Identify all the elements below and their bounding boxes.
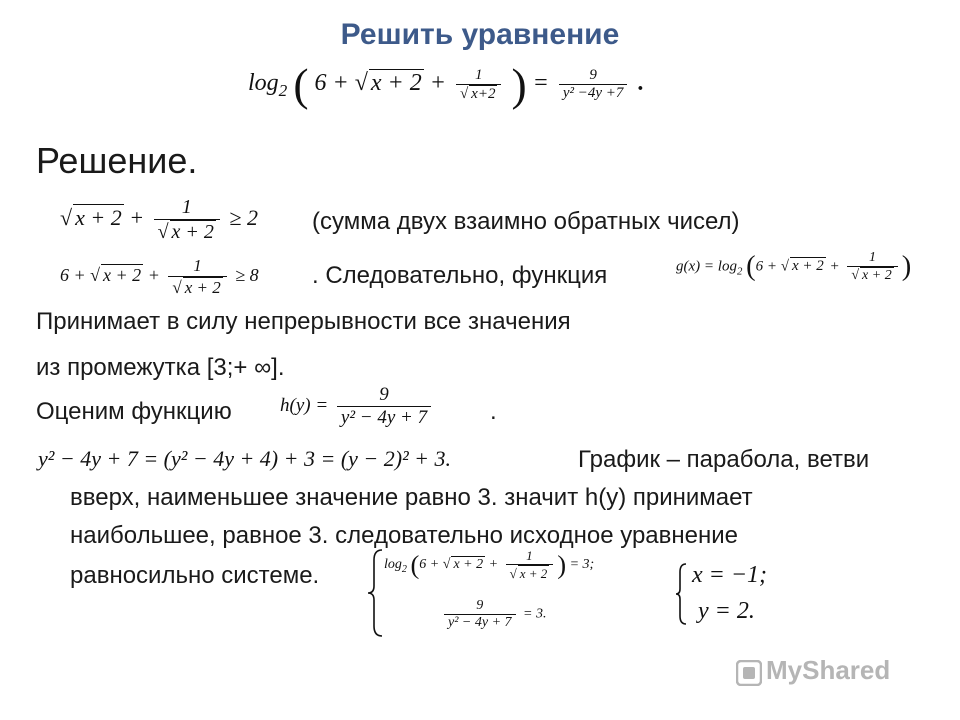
h-function [280,384,435,429]
sys-rhs2: = 3. [523,606,547,622]
sys-plus: + [485,557,502,573]
main-equation: $\log_2$ ( 6 + √ x + 2 + $\frac{1}{√ x+2}$ ) = $\frac{9}{\text{y² −4y +7}}$ . [248,59,644,110]
l2-one: 1 [193,256,202,275]
sys-base: 2 [401,564,407,576]
system-eq2 [440,598,546,631]
eq-period: . [637,70,644,97]
sys-inner: 6 + [419,557,443,573]
sys-eq2-num: 9 [476,598,484,613]
g-one: 1 [869,250,877,265]
line2-formula: 6 + √ x + 2 + $\frac{1}{√ x + 2}$ ≥ 8 [60,256,259,297]
answer-y: y = 2. [698,598,755,624]
g-inner: 6 + [755,258,781,275]
line5-period: . [490,398,497,425]
l1-den: x + 2 [171,221,214,243]
line9-text: равносильно системе. [70,562,320,589]
line6-text: График – парабола, ветви [578,446,870,473]
l2-prefix: 6 + [60,265,86,286]
line6-formula: y² − 4y + 7 = (y² − 4y + 4) + 3 = (y − 2)² + 3. [38,446,452,471]
line4-text: из промежутка [3;+ ∞]. [36,354,285,381]
l1-plus: + [129,205,145,231]
line3-text: Принимает в силу непрерывности все значения [36,308,571,335]
eq-sqrt-arg: x + 2 [370,70,422,97]
line2-text: . Следовательно, функция [312,262,608,289]
l2-plus: + [147,265,160,286]
l1-sqrt: x + 2 [75,205,122,231]
h-name: h(y) = [280,394,329,416]
line1-formula: √ x + 2 + $\frac{1}{√ x + 2}$ ≥ 2 [60,196,258,243]
sys-den: x + 2 [519,566,548,581]
answer-x: x = −1; [692,562,768,588]
sys-eq2-den: y² − 4y + 7 [444,614,516,631]
l2-den: x + 2 [184,278,221,297]
system-brace [366,548,384,638]
solution-heading: Решение. [36,140,198,181]
eq-equals: = [532,70,549,97]
l2-sqrt: x + 2 [103,265,142,286]
sys-log: log [384,557,402,573]
l2-rel: ≥ 8 [235,265,259,286]
g-sqrt: x + 2 [791,258,824,275]
log-label: log [248,70,279,97]
sys-one: 1 [526,548,533,563]
log-base: 2 [278,80,288,100]
l1-rel: ≥ 2 [229,205,258,231]
h-den: y² − 4y + 7 [337,406,431,429]
g-den: x + 2 [862,268,892,283]
rhs-num: 9 [589,67,597,83]
myshared-logo-icon [736,660,762,686]
line5-text: Оценим функцию [36,398,232,425]
page-title: Решить уравнение [340,18,620,51]
line8-text: наибольшее, равное 3. следовательно исходное уравнение [70,522,739,549]
line1-text: (сумма двух взаимно обратных чисел) [312,208,740,235]
sys-sqrt: x + 2 [453,557,484,573]
eq-frac-num: 1 [474,66,483,83]
line7-text: вверх, наименьшее значение равно 3. значит h(y) принимает [70,484,753,511]
g-plus: + [825,258,844,275]
h-num: 9 [379,384,389,405]
eq-six-plus: 6 + [314,70,349,97]
system-eq1: $\log_2 (6$ + √ x + 2 + $\frac{1}{√ x + 2}$ ) = 3; [384,548,595,581]
eq-plus: + [429,70,446,97]
watermark-text: MyShared [766,655,891,685]
answer-brace [674,562,688,626]
eq-frac-den: x+2 [471,85,496,102]
rhs-den: y² −4y +7 [559,84,628,102]
g-name: g(x) = log [676,258,737,275]
g-base: 2 [736,265,743,278]
l1-one: 1 [181,196,192,218]
g-function: $g(x) = \log_2 (6$ + √ x + 2 + $\frac{1}{√ x + 2}$ ) [676,250,912,283]
sys-rhs1: = 3; [569,557,595,573]
